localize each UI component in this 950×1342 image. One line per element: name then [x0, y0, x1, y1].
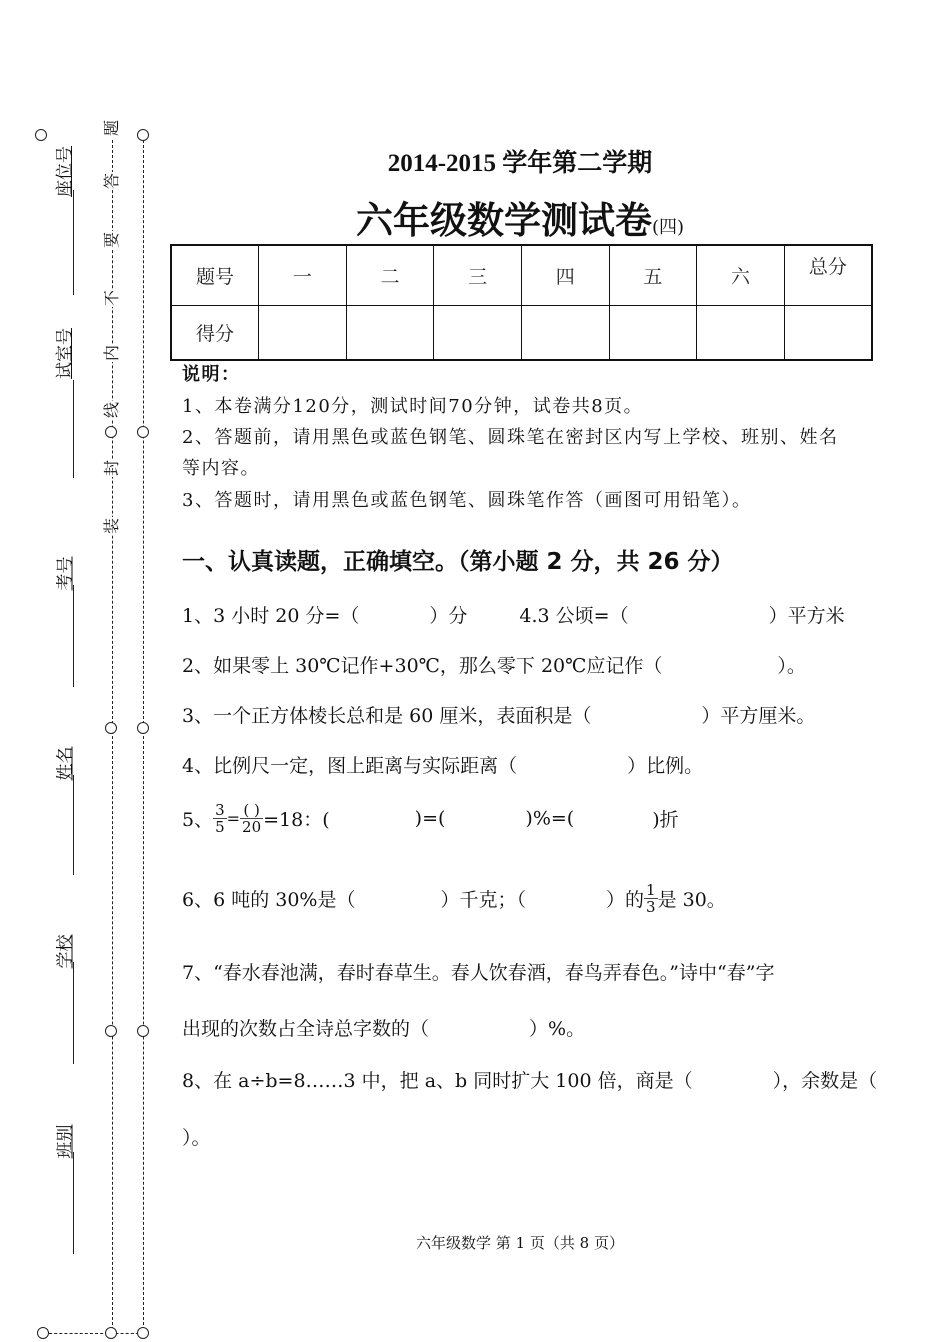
fraction-denominator: 20	[242, 818, 262, 836]
score-table-score-row	[171, 306, 872, 361]
seal-char: 答	[102, 173, 121, 190]
q1-text: ）平方米	[768, 605, 845, 627]
instruction-line: 1、本卷满分120分，测试时间70分钟，试卷共8页。	[182, 396, 644, 417]
seal-line-inner	[143, 140, 144, 1330]
q5-text: )%=(	[525, 807, 575, 830]
score-table-cell: 一	[259, 245, 347, 306]
score-table-cell: 总分	[784, 245, 872, 306]
instruction-line: 等内容。	[182, 458, 260, 479]
seal-ring	[105, 426, 117, 438]
score-cell[interactable]	[522, 306, 610, 361]
section-title: 一、认真读题，正确填空。（第小题 2 分，共 26 分）	[182, 549, 734, 575]
q7-text: 7、“春水春池满，春时春草生。春人饮春酒，春鸟弄春色。”诗中“春”字	[182, 962, 775, 984]
school-label: 学校	[55, 934, 76, 969]
seal-line-outer	[112, 140, 113, 1330]
q7-text: 出现的次数占全诗总字数的（	[182, 1018, 430, 1040]
fraction	[213, 802, 227, 835]
exam-number-label: 考号	[55, 556, 76, 591]
q8-text: ），余数是（	[772, 1070, 878, 1092]
exam-room-label: 试室号	[55, 328, 75, 379]
q5-text: )=(	[414, 807, 446, 830]
score-cell[interactable]	[784, 306, 872, 361]
q6-text: ）的	[606, 889, 645, 911]
score-table-cell: 五	[609, 245, 697, 306]
question-4	[182, 751, 703, 778]
q8-text: ）。	[182, 1127, 211, 1149]
score-cell[interactable]	[697, 306, 785, 361]
q6-text: 6、6 吨的 30%是（	[182, 889, 356, 911]
name-label: 姓名	[55, 746, 76, 781]
seal-ring	[137, 722, 149, 734]
q5-text: =18：(	[263, 809, 330, 831]
instructions	[182, 360, 882, 520]
score-cell[interactable]	[609, 306, 697, 361]
seal-char: 内	[102, 345, 121, 362]
fraction	[644, 882, 658, 915]
fraction	[240, 802, 263, 835]
q1-text: 4.3 公顷=（	[519, 605, 629, 627]
seat-number-label: 座位号	[55, 146, 75, 197]
seal-char: 题	[102, 120, 121, 137]
q8-text: 8、在 a÷b=8……3 中，把 a、b 同时扩大 100 倍，商是（	[182, 1070, 693, 1092]
q5-text: 5、	[182, 809, 214, 831]
page-footer: 六年级数学 第 1 页（共 8 页）	[416, 1234, 624, 1252]
seal-ring	[137, 129, 149, 141]
seal-ring	[35, 129, 47, 141]
score-cell[interactable]	[346, 306, 434, 361]
instruction-line: 2、答题前，请用黑色或蓝色钢笔、圆珠笔在密封区内写上学校、班别、姓名	[182, 427, 839, 448]
question-8-cont	[182, 1123, 211, 1150]
instructions-heading: 说明：	[182, 364, 241, 385]
q1-text: 1、3 小时 20 分=（	[182, 605, 360, 627]
q2-text: 2、如果零上 30℃记作+30℃，那么零下 20℃应记作（	[182, 655, 663, 677]
seal-ring	[105, 1327, 117, 1339]
q2-text: ）。	[777, 655, 806, 677]
seal-char: 线	[102, 402, 121, 419]
question-6	[182, 882, 726, 915]
question-5	[182, 802, 679, 835]
q3-text: ）平方厘米。	[701, 705, 816, 727]
score-table-cell: 二	[346, 245, 434, 306]
school-line[interactable]	[73, 962, 74, 1064]
question-8	[182, 1066, 877, 1093]
score-cell[interactable]	[434, 306, 522, 361]
q7-text: ）%。	[529, 1018, 586, 1040]
exam-title-suffix: (四)	[651, 217, 685, 238]
seal-char: 装	[102, 518, 121, 535]
exam-title-text: 六年级数学测试卷	[355, 199, 652, 242]
q6-text: 是 30。	[657, 889, 726, 911]
q6-text: ）千克；（	[440, 889, 527, 911]
score-table-cell: 四	[522, 245, 610, 306]
fraction-denominator: 3	[646, 898, 656, 916]
score-row-label: 得分	[171, 306, 259, 361]
fraction-numerator-blank[interactable]: ( )	[240, 802, 263, 819]
seal-ring	[137, 1025, 149, 1037]
seal-char: 不	[102, 290, 121, 307]
q3-text: 3、一个正方体棱长总和是 60 厘米，表面积是（	[182, 705, 592, 727]
score-cell[interactable]	[259, 306, 347, 361]
fraction-numerator: 1	[646, 881, 656, 899]
seal-ring	[105, 1025, 117, 1037]
instruction-line: 3、答题时，请用黑色或蓝色钢笔、圆珠笔作答（画图可用铅笔）。	[182, 490, 752, 511]
seal-ring	[137, 426, 149, 438]
fraction-numerator: 3	[215, 801, 225, 819]
seal-ring	[105, 722, 117, 734]
seal-ring	[37, 1327, 49, 1339]
q5-text: =	[226, 809, 241, 828]
exam-title	[170, 190, 870, 244]
seal-char: 封	[102, 460, 121, 477]
q5-text: )折	[652, 809, 679, 831]
question-2	[182, 651, 806, 678]
question-3	[182, 701, 815, 728]
score-table-header-row	[171, 245, 872, 306]
exam-room-line[interactable]	[73, 380, 74, 478]
score-table	[170, 244, 873, 361]
exam-number-line[interactable]	[73, 585, 74, 687]
score-table-cell: 题号	[171, 245, 259, 306]
question-7-cont	[182, 1014, 585, 1041]
seal-ring	[137, 1327, 149, 1339]
seat-number-line[interactable]	[73, 190, 74, 295]
q4-text: ）比例。	[627, 755, 704, 777]
score-table-cell: 三	[434, 245, 522, 306]
question-7	[182, 958, 774, 985]
seal-char: 要	[102, 232, 121, 249]
q1-text: ）分	[429, 605, 468, 627]
fraction-denominator: 5	[215, 818, 225, 836]
score-table-cell: 六	[697, 245, 785, 306]
question-1	[182, 601, 845, 628]
q4-text: 4、比例尺一定，图上距离与实际距离（	[182, 755, 518, 777]
class-label: 班别	[55, 1124, 76, 1159]
name-line[interactable]	[73, 775, 74, 875]
bottom-dash-line	[44, 1333, 144, 1334]
term-heading: 2014-2015 学年第二学期	[387, 150, 653, 177]
class-line[interactable]	[73, 1152, 74, 1254]
